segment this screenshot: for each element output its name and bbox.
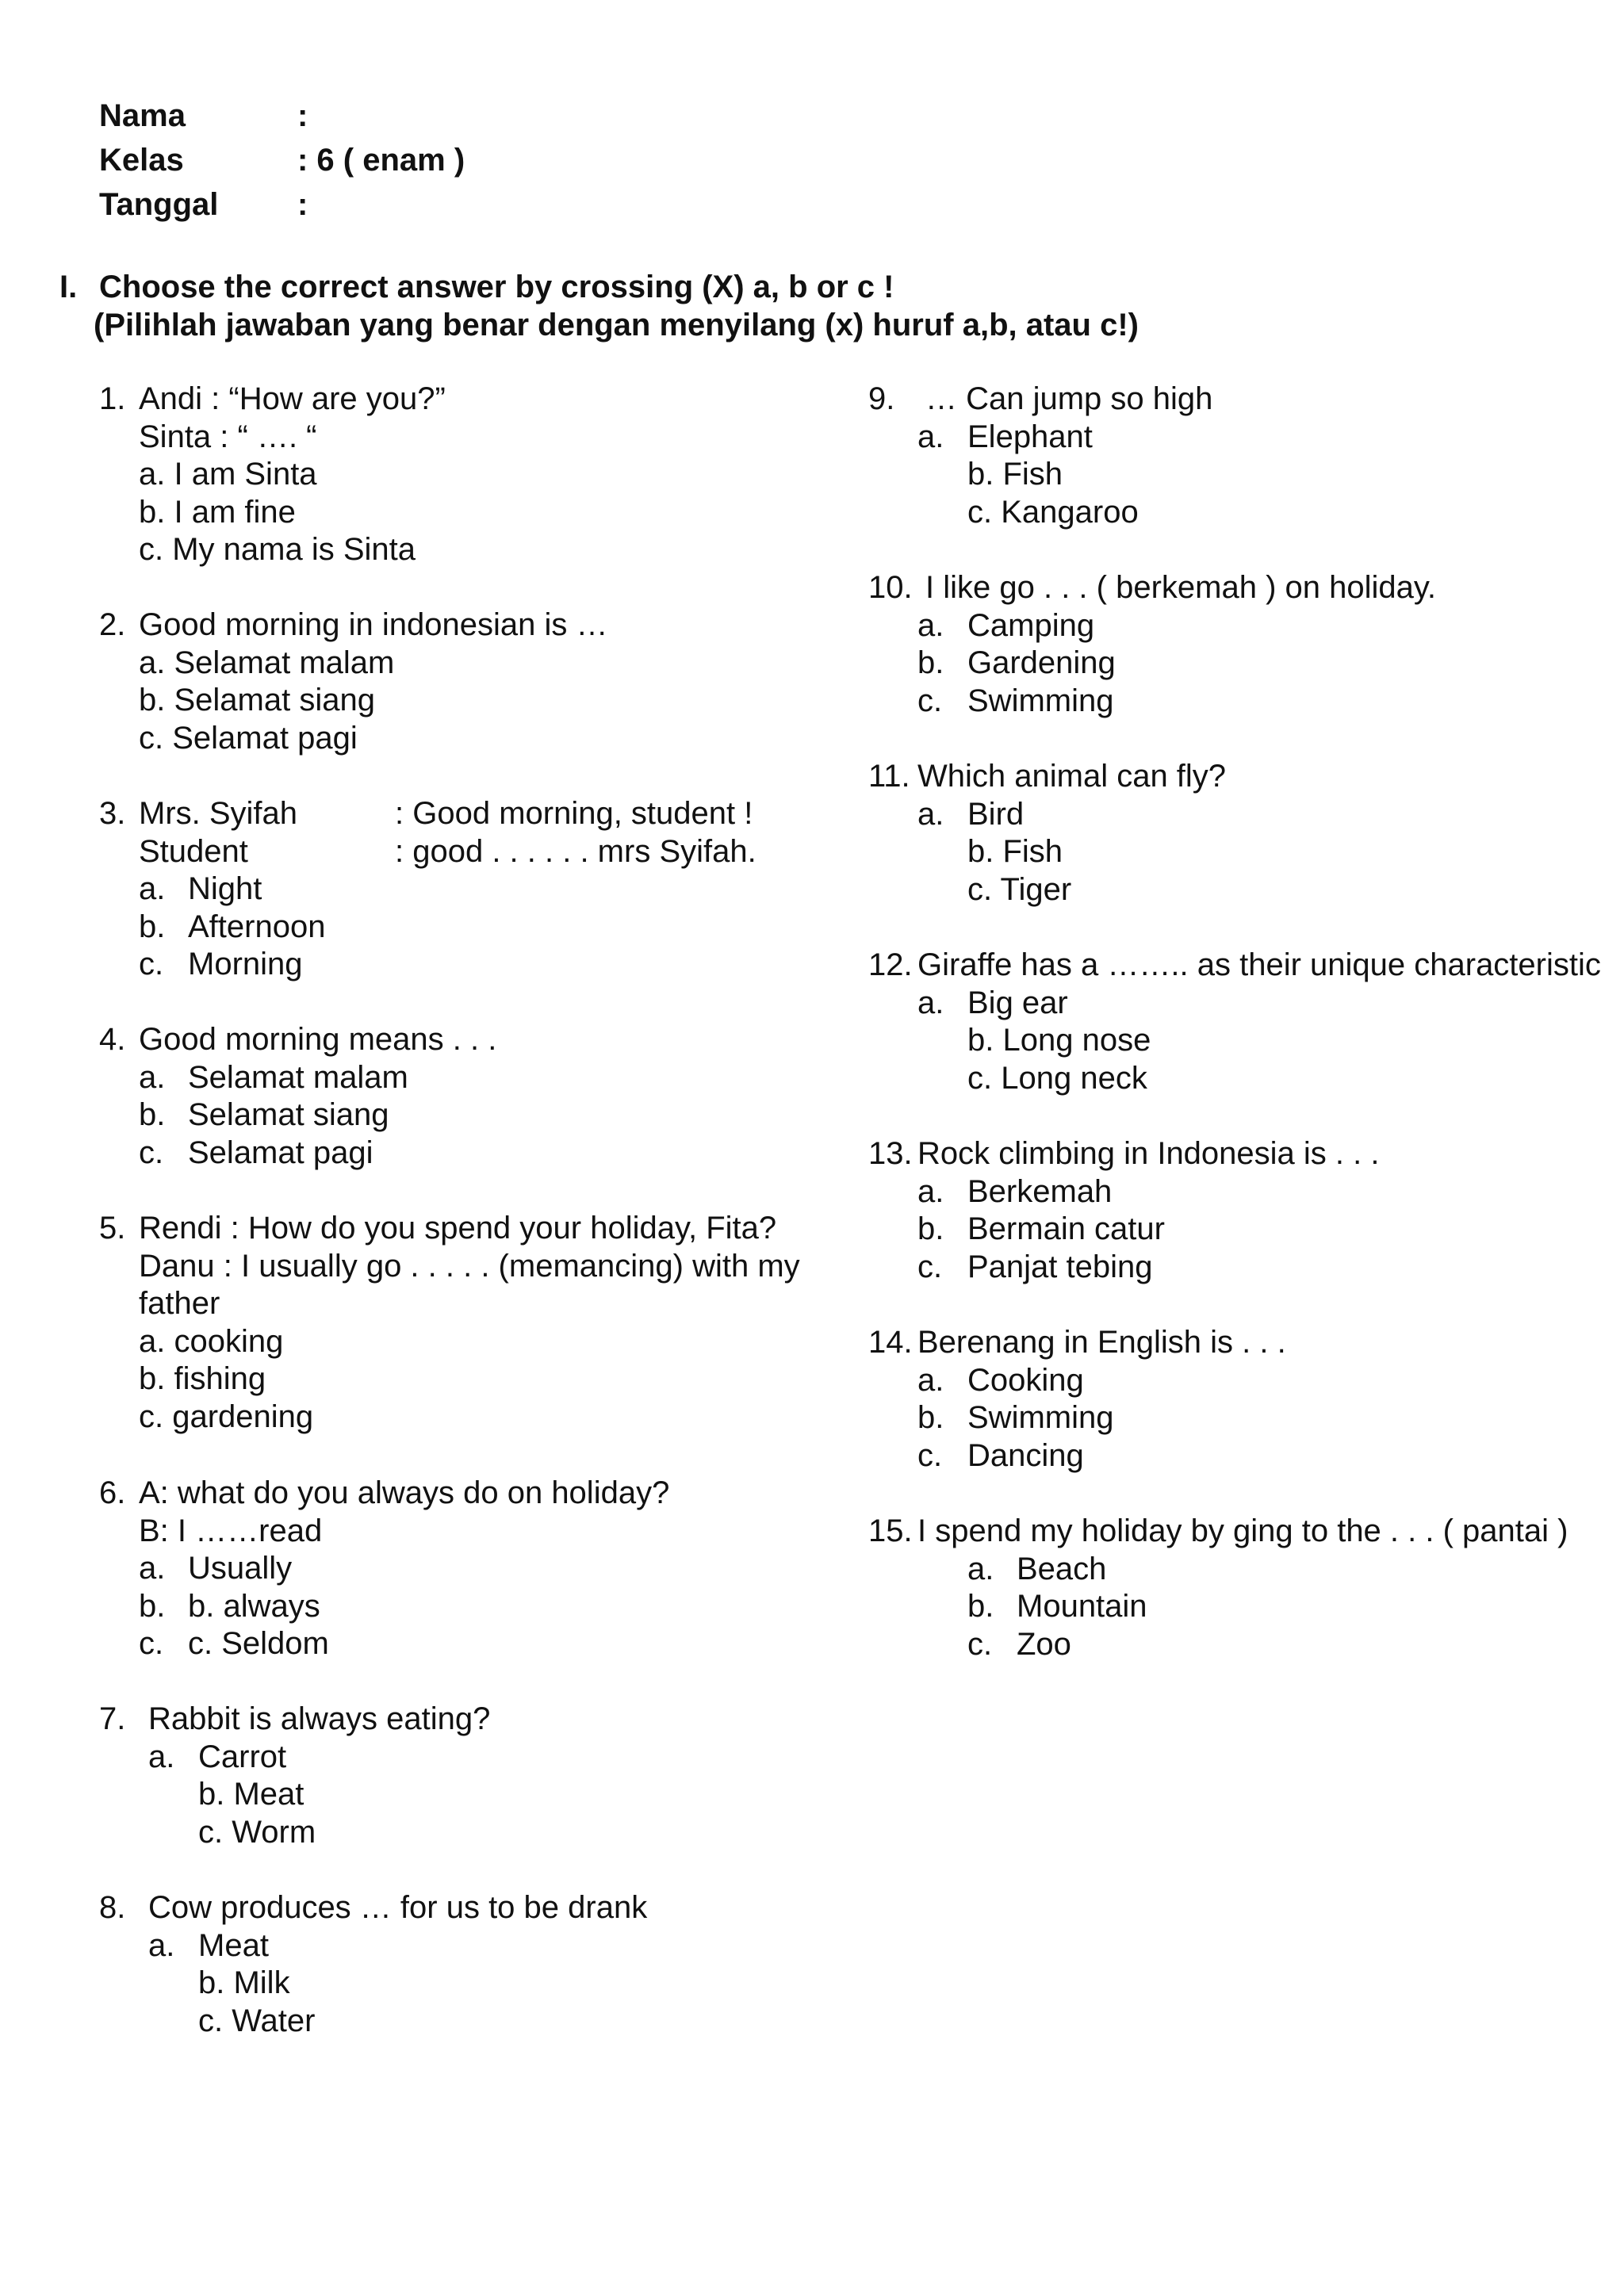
option-letter: a. [917,607,944,643]
question-1 [99,381,813,569]
option-letter: c. [917,683,943,718]
question-2 [99,607,813,757]
question-8 [99,1889,813,2040]
question-line: Which animal can fly? [917,759,1227,794]
question-number: 13. [868,1136,913,1171]
option-c[interactable]: c. Water [198,2003,316,2038]
option-letter: c. [139,947,164,982]
option-c[interactable]: c. gardening [139,1399,314,1434]
option-b[interactable] [868,1399,1582,1437]
question-line: Good morning in indonesian is … [139,607,608,642]
option-c[interactable] [868,1626,1606,1664]
option-letter: b. [917,645,944,680]
option-b[interactable] [99,909,813,947]
option-letter: a. [967,1551,994,1586]
question-line: Andi : “How are you?” [139,381,446,416]
question-number: 11. [868,759,910,794]
option-b[interactable] [868,645,1582,683]
option-c[interactable] [868,1249,1582,1287]
question-line: … Can jump so high [925,381,1213,416]
question-line: Rendi : How do you spend your holiday, Fita? [139,1211,777,1246]
question-number: 4. [99,1022,126,1057]
option-c[interactable]: c. Selamat pagi [139,720,358,756]
question-number: 9. [868,381,895,416]
question-line: A: what do you always do on holiday? [139,1475,670,1510]
option-text: Cooking [967,1362,1084,1398]
option-a[interactable] [99,871,813,909]
field-value-tanggal: : [297,187,308,222]
question-line: Rabbit is always eating? [148,1701,491,1736]
instruction-indonesian: (Pilihlah jawaban yang benar dengan menyilang (x) huruf a,b, atau c!) [94,308,1139,342]
question-number: 8. [99,1890,126,1925]
option-a[interactable] [868,607,1582,645]
question-14 [868,1324,1582,1475]
option-letter: b. [139,909,166,944]
option-text: Selamat pagi [188,1135,373,1170]
option-letter: b. [139,1097,166,1132]
option-letter: a. [917,419,944,454]
section-number: I. [59,270,78,304]
option-text: Carrot [198,1739,287,1774]
option-text: Meat [198,1927,269,1963]
field-value-nama: : [297,98,308,133]
instruction-english: Choose the correct answer by crossing (X) a, b or c ! [99,270,894,304]
field-label-tanggal: Tanggal [99,187,219,222]
option-text: Selamat siang [188,1097,389,1132]
option-letter: c. [139,1135,164,1170]
question-line: Cow produces … for us to be drank [148,1890,648,1925]
option-text: c. Seldom [188,1626,329,1661]
option-b[interactable] [99,1588,813,1626]
option-b[interactable] [868,1211,1582,1249]
question-line: Sinta : “ …. “ [139,419,317,454]
option-c[interactable]: c. My nama is Sinta [139,532,416,567]
option-letter: a. [139,871,166,906]
option-a[interactable] [868,419,1582,457]
option-a[interactable] [99,1927,813,1965]
option-text: Mountain [1017,1589,1147,1624]
option-c[interactable] [99,946,813,984]
option-c[interactable] [868,683,1582,721]
option-b[interactable]: b. Fish [967,457,1063,492]
question-number: 5. [99,1211,126,1246]
option-text: Swimming [967,1400,1114,1435]
option-letter: a. [917,1173,944,1209]
option-text: Panjat tebing [967,1249,1153,1284]
speaker-utterance: : Good morning, student ! [395,796,753,831]
option-b[interactable]: b. Selamat siang [139,683,375,718]
field-value-kelas: : 6 ( enam ) [297,143,465,178]
field-label-kelas: Kelas [99,143,184,178]
question-13 [868,1135,1582,1286]
option-text: Gardening [967,645,1116,680]
speaker-name: Mrs. Syifah [139,796,298,831]
option-letter: b. [967,1589,994,1624]
option-text: Afternoon [188,909,326,944]
option-text: Night [188,871,262,906]
question-number: 12. [868,947,913,982]
option-letter: a. [148,1739,175,1774]
option-text: b. always [188,1588,320,1624]
option-text: Berkemah [967,1173,1113,1209]
option-b[interactable]: b. Meat [198,1777,304,1812]
option-b[interactable]: b. Long nose [967,1023,1151,1058]
option-text: Big ear [967,985,1068,1020]
speaker-name: Student [139,833,248,869]
option-c[interactable] [99,1135,813,1173]
option-letter: a. [917,985,944,1020]
question-3 [99,795,813,984]
question-line: Good morning means . . . [139,1022,497,1057]
speaker-utterance: : good . . . . . . mrs Syifah. [395,833,756,869]
option-b[interactable]: b. fishing [139,1361,266,1396]
question-number: 15. [868,1513,913,1548]
option-b[interactable] [868,1588,1606,1626]
question-10 [868,569,1582,720]
question-line: Rock climbing in Indonesia is . . . [917,1136,1380,1171]
option-text: Morning [188,947,303,982]
question-15 [868,1513,1606,1663]
question-line: I spend my holiday by ging to the . . . ( pantai ) [917,1513,1568,1548]
question-line: Berenang in English is . . . [917,1325,1286,1360]
option-text: Bird [967,796,1025,832]
option-b[interactable] [99,1096,813,1135]
option-text: Swimming [967,683,1114,718]
option-a[interactable] [868,1173,1582,1211]
option-c[interactable]: c. Kangaroo [967,494,1139,530]
field-label-nama: Nama [99,98,186,133]
option-c[interactable] [868,1437,1582,1475]
option-letter: c. [967,1626,993,1662]
option-letter: b. [139,1588,166,1624]
question-line: father [139,1286,220,1321]
option-b[interactable]: b. I am fine [139,494,296,530]
option-a[interactable] [99,1739,813,1777]
question-number: 6. [99,1475,126,1510]
option-text: Dancing [967,1437,1084,1473]
option-a[interactable] [868,796,1582,834]
option-b[interactable]: b. Fish [967,834,1063,869]
option-c[interactable]: c. Tiger [967,871,1072,907]
question-number: 3. [99,796,126,831]
question-number: 7. [99,1701,126,1736]
option-text: Bermain catur [967,1211,1165,1246]
option-letter: a. [917,796,944,832]
option-letter: c. [917,1437,943,1473]
question-7 [99,1701,813,1851]
question-number: 14. [868,1325,913,1360]
option-letter: a. [139,1059,166,1095]
question-11 [868,758,1582,909]
option-a[interactable] [868,985,1582,1023]
option-text: Camping [967,607,1095,643]
option-c[interactable]: c. Long neck [967,1060,1147,1096]
question-6 [99,1475,813,1663]
option-text: Zoo [1017,1626,1071,1662]
option-a[interactable] [99,1059,813,1097]
question-line: I like go . . . ( berkemah ) on holiday. [925,570,1437,605]
option-text: Selamat malam [188,1059,408,1095]
question-9 [868,381,1582,531]
question-line: Danu : I usually go . . . . . (memancing) with my [139,1248,800,1284]
question-number: 1. [99,381,126,416]
question-number: 2. [99,607,126,642]
option-b[interactable]: b. Milk [198,1965,290,2000]
option-text: Elephant [967,419,1093,454]
question-12 [868,947,1601,1097]
option-a[interactable] [868,1362,1582,1400]
option-a[interactable] [868,1551,1606,1589]
option-letter: a. [917,1362,944,1398]
option-letter: a. [148,1927,175,1963]
option-text: Usually [188,1551,293,1586]
option-text: Beach [1017,1551,1107,1586]
option-letter: b. [917,1400,944,1435]
question-line: B: I ……read [139,1513,323,1548]
question-number: 10. [868,570,913,605]
option-c[interactable]: c. Worm [198,1814,316,1850]
question-4 [99,1021,813,1172]
option-letter: b. [917,1211,944,1246]
option-letter: c. [139,1626,164,1661]
question-5 [99,1210,813,1436]
option-c[interactable] [99,1625,813,1663]
option-a[interactable]: a. cooking [139,1323,284,1359]
option-a[interactable] [99,1550,813,1588]
option-a[interactable]: a. Selamat malam [139,645,395,680]
question-line: Giraffe has a …….. as their unique characteristic [917,947,1601,982]
option-a[interactable]: a. I am Sinta [139,457,317,492]
option-letter: c. [917,1249,943,1284]
option-letter: a. [139,1551,166,1586]
